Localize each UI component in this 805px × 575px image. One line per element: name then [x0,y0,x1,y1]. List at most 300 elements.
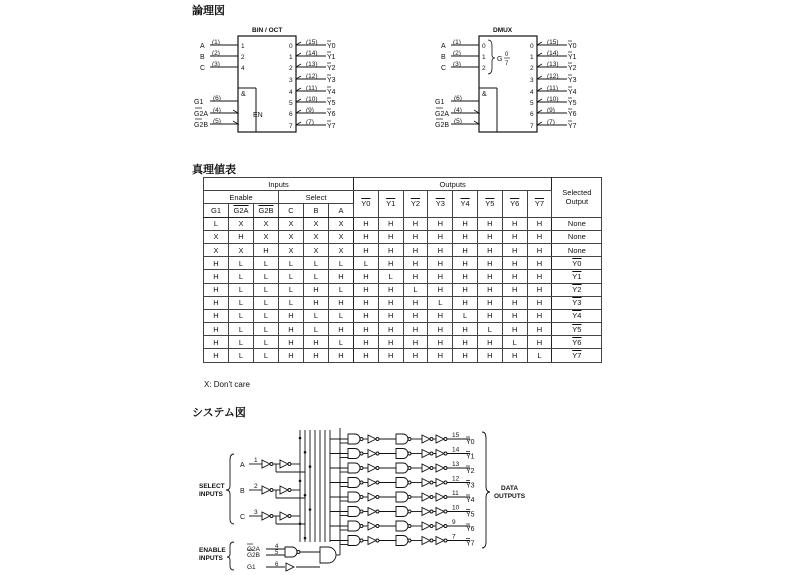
left-output-index: 7 [289,123,293,130]
nand-gate [396,521,408,531]
output-cell: L [453,309,478,322]
output-cell: H [428,257,453,270]
left-output-pin: (9) [306,107,314,114]
output-cell: H [527,230,552,243]
enable-brace [227,542,234,570]
col-y7: Y7 [527,191,552,217]
inverter-bubble [360,452,363,455]
selected-output-cell: Y5 [552,323,602,336]
right-output-label: Y3 [568,77,577,84]
enable-input-pin: 6 [275,562,279,568]
left-title: BIN / OCT [252,27,283,34]
selected-output-cell: Y2 [552,283,602,296]
right-output-label: Y7 [568,123,577,130]
inverter-bubble [376,525,379,528]
inverter-bubble [430,481,433,484]
input-cell: H [279,349,304,362]
selected-output-cell: None [552,230,602,243]
left-enable-pin: (6) [213,95,221,102]
dmux-group: G [497,56,503,63]
inverter-bubble [297,551,300,554]
right-input-weight: 0 [482,43,486,50]
inverter-bubble [430,438,433,441]
input-cell: X [304,217,329,230]
left-input-name: C [200,65,206,72]
right-input-name: A [441,43,446,50]
output-cell: H [378,349,403,362]
right-output-index: 7 [530,123,534,130]
output-cell: H [403,257,428,270]
inverter-bubble [430,525,433,528]
nand-gate [348,492,360,502]
input-cell: X [254,217,279,230]
output-pin: 12 [452,475,460,483]
input-cell: H [204,336,229,349]
right-output-pin: (15) [547,39,559,46]
output-pin: 9 [452,519,456,526]
input-cell: L [254,309,279,322]
col-g2a: G2A [229,204,254,217]
right-amp: & [482,91,487,98]
input-cell: X [204,230,229,243]
output-cell: H [453,270,478,283]
input-cell: L [329,257,354,270]
output-cell: H [477,217,502,230]
right-symbol [435,27,577,132]
right-output-index: 4 [530,89,534,96]
inverter-bubble [270,515,273,518]
right-input-pin: (2) [453,50,461,57]
left-input-pin: (1) [212,39,220,46]
nand-gate [348,463,360,473]
output-label: Y4 [466,497,475,504]
inverter-bubble [408,438,411,441]
col-y2: Y2 [403,191,428,217]
input-cell: L [304,257,329,270]
input-cell: H [304,349,329,362]
input-cell: L [204,217,229,230]
col-b: B [304,204,329,217]
output-cell: H [403,243,428,256]
left-input-weight: 2 [241,54,245,61]
input-cell: H [329,323,354,336]
right-enable-pin: (4) [454,107,462,114]
output-cell: H [354,296,379,309]
input-cell: L [229,257,254,270]
input-cell: X [304,230,329,243]
left-output-index: 2 [289,65,293,72]
output-cell: H [378,296,403,309]
left-output-index: 4 [289,89,293,96]
inverter-bubble [270,489,273,492]
right-output-pin: (9) [547,107,555,114]
right-output-index: 2 [530,65,534,72]
left-output-index: 1 [289,54,293,61]
inverter-bubble [376,481,379,484]
output-cell: H [403,217,428,230]
inverter-bubble [444,496,447,499]
inverter-bubble [360,496,363,499]
inverter-bubble [360,510,363,513]
input-cell: H [329,270,354,283]
table-row [204,309,602,322]
buffer-gate [262,460,270,468]
buffer-gate [436,435,444,443]
input-cell: L [304,323,329,336]
input-cell: H [204,283,229,296]
left-output-pin: (10) [306,96,318,103]
right-output-index: 1 [530,54,534,61]
input-cell: H [304,296,329,309]
inverter-bubble [376,438,379,441]
output-cell: H [354,243,379,256]
input-cell: X [279,243,304,256]
output-cell: H [403,296,428,309]
output-cell: H [502,257,527,270]
input-cell: H [229,230,254,243]
buffer-gate [422,493,430,501]
select-brace [226,454,234,524]
inverter-bubble [408,496,411,499]
right-enable-pin: (6) [454,95,462,102]
right-box [479,36,537,132]
selected-output-cell: None [552,243,602,256]
col-a: A [329,204,354,217]
input-cell: H [279,336,304,349]
junction-dot [299,523,302,526]
left-enable-pin: (4) [213,107,221,114]
left-output-label: Y2 [327,65,336,72]
select-input-name: A [240,462,245,469]
output-pin: 7 [452,533,456,541]
input-cell: L [229,270,254,283]
junction-dot [309,508,312,511]
truth-table [203,177,602,363]
right-input-pin: (1) [453,39,461,46]
right-output-index: 0 [530,43,534,50]
left-output-index: 6 [289,111,293,118]
output-cell: H [527,323,552,336]
right-output-index: 5 [530,100,534,107]
left-amp: & [241,91,246,98]
input-cell: H [329,349,354,362]
input-cell: H [204,349,229,362]
inverter-bubble [430,452,433,455]
output-cell: H [477,257,502,270]
output-cell: H [477,309,502,322]
right-output-pin: (14) [547,50,559,57]
logic-diagram-title: 論理図 [192,4,225,17]
inverter-bubble [376,496,379,499]
input-cell: H [204,309,229,322]
output-cell: H [428,336,453,349]
col-y5: Y5 [477,191,502,217]
output-cell: H [453,217,478,230]
col-c: C [279,204,304,217]
input-cell: L [229,309,254,322]
buffer-gate [286,563,294,571]
table-row [204,336,602,349]
buffer-gate [368,493,376,501]
col-y6: Y6 [502,191,527,217]
right-output-label: Y2 [568,65,577,72]
output-cell: H [378,283,403,296]
input-cell: L [254,323,279,336]
right-input-weight: 2 [482,65,486,72]
junction-dot [304,451,307,454]
dmux-frac-top: 0 [505,52,509,58]
junction-dot [299,480,302,483]
input-cell: L [229,323,254,336]
output-label: Y1 [466,453,475,461]
output-cell: H [527,283,552,296]
buffer-gate [422,464,430,472]
input-cell: H [329,296,354,309]
right-enable-name: G2B [435,122,450,129]
left-output-pin: (14) [306,50,318,57]
buffer-gate [368,522,376,530]
output-cell: H [354,283,379,296]
col-y3: Y3 [428,191,453,217]
inverter-bubble [408,539,411,542]
output-cell: H [527,336,552,349]
left-input-weight: 4 [241,65,245,72]
input-cell: H [204,257,229,270]
output-cell: H [453,349,478,362]
output-cell: H [502,296,527,309]
output-cell: H [502,270,527,283]
left-input-pin: (2) [212,50,220,57]
inverter-bubble [360,467,363,470]
left-output-index: 5 [289,100,293,107]
inverter-bubble [430,510,433,513]
select-input-name: C [240,514,246,521]
enable-input-name: G2A [247,546,261,553]
inverter-bubble [376,539,379,542]
input-cell: L [229,349,254,362]
buffer-gate [280,460,288,468]
output-cell: H [453,323,478,336]
inputs-header: Inputs [204,178,354,191]
output-cell: H [477,230,502,243]
left-enable-pin: (5) [213,118,221,125]
output-cell: H [453,283,478,296]
input-cell: H [204,296,229,309]
input-cell: X [304,243,329,256]
input-cell: H [304,336,329,349]
output-cell: H [502,349,527,362]
table-row [204,283,602,296]
enable-input-pin: 5 [275,550,279,556]
selected-output-cell: Y6 [552,336,602,349]
output-cell: L [403,283,428,296]
left-box [238,36,296,132]
output-cell: L [527,349,552,362]
output-cell: H [403,349,428,362]
selected-output-cell: Y0 [552,257,602,270]
nand-gate [396,463,408,473]
table-row [204,230,602,243]
buffer-gate [368,537,376,545]
outputs-header: Outputs [354,178,552,191]
output-cell: H [354,270,379,283]
inverter-bubble [270,463,273,466]
select-inputs-label-2: INPUTS [199,491,223,498]
output-cell: H [428,270,453,283]
output-cell: H [527,309,552,322]
output-cell: H [403,270,428,283]
table-row [204,349,602,362]
table-row [204,323,602,336]
buffer-gate [422,479,430,487]
output-cell: H [428,283,453,296]
logic-diagram [0,0,805,160]
col-g2b: G2B [254,204,279,217]
inverter-bubble [288,489,291,492]
junction-dot [299,437,302,440]
dont-care-note: X: Don't care [204,380,250,389]
inverter-bubble [444,510,447,513]
right-output-pin: (11) [547,85,559,92]
right-output-label: Y1 [568,54,577,61]
output-cell: H [378,336,403,349]
left-en: EN [253,112,263,119]
output-cell: H [378,230,403,243]
col-y1: Y1 [378,191,403,217]
output-cell: L [354,257,379,270]
left-output-label: Y0 [327,43,336,50]
inverter-bubble [444,539,447,542]
buffer-gate [368,508,376,516]
left-output-label: Y6 [327,111,336,118]
input-cell: L [279,296,304,309]
output-label: Y6 [466,526,475,533]
output-cell: H [378,323,403,336]
table-row [204,217,602,230]
nand-gate [396,507,408,517]
buffer-gate [422,435,430,443]
buffer-gate [280,486,288,494]
table-row [204,296,602,309]
input-cell: H [204,323,229,336]
output-cell: H [453,336,478,349]
inverter-bubble [444,467,447,470]
selected-output-cell: Y4 [552,309,602,322]
truth-table-title: 真理値表 [192,163,236,176]
output-cell: H [354,309,379,322]
output-cell: H [527,257,552,270]
left-output-label: Y4 [327,89,336,96]
input-cell: X [279,230,304,243]
enable-and-gate [320,547,336,563]
selected-output-header: Selected Output [552,178,602,218]
buffer-gate [422,537,430,545]
col-g1: G1 [204,204,229,217]
output-cell: H [403,309,428,322]
output-pin: 10 [452,504,460,512]
inverter-bubble [444,525,447,528]
left-output-pin: (15) [306,39,318,46]
output-cell: H [403,323,428,336]
output-cell: H [378,217,403,230]
nand-gate [348,434,360,444]
right-output-index: 6 [530,111,534,118]
input-cell: L [279,283,304,296]
buffer-gate [368,464,376,472]
left-enable-name: G2A [194,111,209,118]
right-output-pin: (13) [547,61,559,68]
inverter-bubble [376,452,379,455]
right-output-label: Y4 [568,89,577,96]
left-output-index: 3 [289,77,293,84]
output-cell: H [428,243,453,256]
enable-inputs-label-2: INPUTS [199,555,223,562]
input-cell: X [329,217,354,230]
left-enable-name: G1 [194,99,204,106]
input-cell: L [229,296,254,309]
output-cell: H [378,243,403,256]
left-symbol [194,27,336,132]
input-cell: L [279,270,304,283]
buffer-gate [436,450,444,458]
buffer-gate [436,537,444,545]
input-cell: L [229,336,254,349]
inverter-bubble [444,452,447,455]
right-output-index: 3 [530,77,534,84]
output-cell: H [502,243,527,256]
inverter-bubble [430,539,433,542]
input-cell: X [204,243,229,256]
input-cell: H [279,323,304,336]
right-output-pin: (12) [547,73,559,80]
output-cell: H [477,349,502,362]
right-enable-pin: (5) [454,118,462,125]
enable-input-name: G1 [247,564,256,571]
select-input-pin: 1 [254,457,258,464]
left-output-label: Y7 [327,123,336,130]
input-cell: L [304,309,329,322]
left-output-pin: (11) [306,85,318,92]
right-output-label: Y5 [568,100,577,107]
right-input-name: C [441,65,447,72]
buffer-gate [368,450,376,458]
nand-gate [348,507,360,517]
output-cell: H [354,217,379,230]
buffer-gate [422,508,430,516]
output-cell: H [477,283,502,296]
nand-gate [348,521,360,531]
data-outputs-label: DATA [501,485,519,492]
inverter-bubble [360,481,363,484]
inverter-bubble [408,452,411,455]
right-output-label: Y6 [568,111,577,118]
select-inputs-label: SELECT [199,483,225,490]
output-pin: 14 [452,446,460,454]
right-enable-name: G1 [435,99,445,106]
output-cell: H [428,323,453,336]
inverter-bubble [360,525,363,528]
left-output-label: Y1 [327,54,336,61]
output-cell: H [453,243,478,256]
output-cell: H [354,349,379,362]
output-cell: H [428,217,453,230]
table-row [204,270,602,283]
output-cell: H [453,230,478,243]
output-label: Y0 [466,439,475,446]
selected-output-cell: Y7 [552,349,602,362]
input-cell: L [329,309,354,322]
output-pin: 11 [452,490,459,497]
